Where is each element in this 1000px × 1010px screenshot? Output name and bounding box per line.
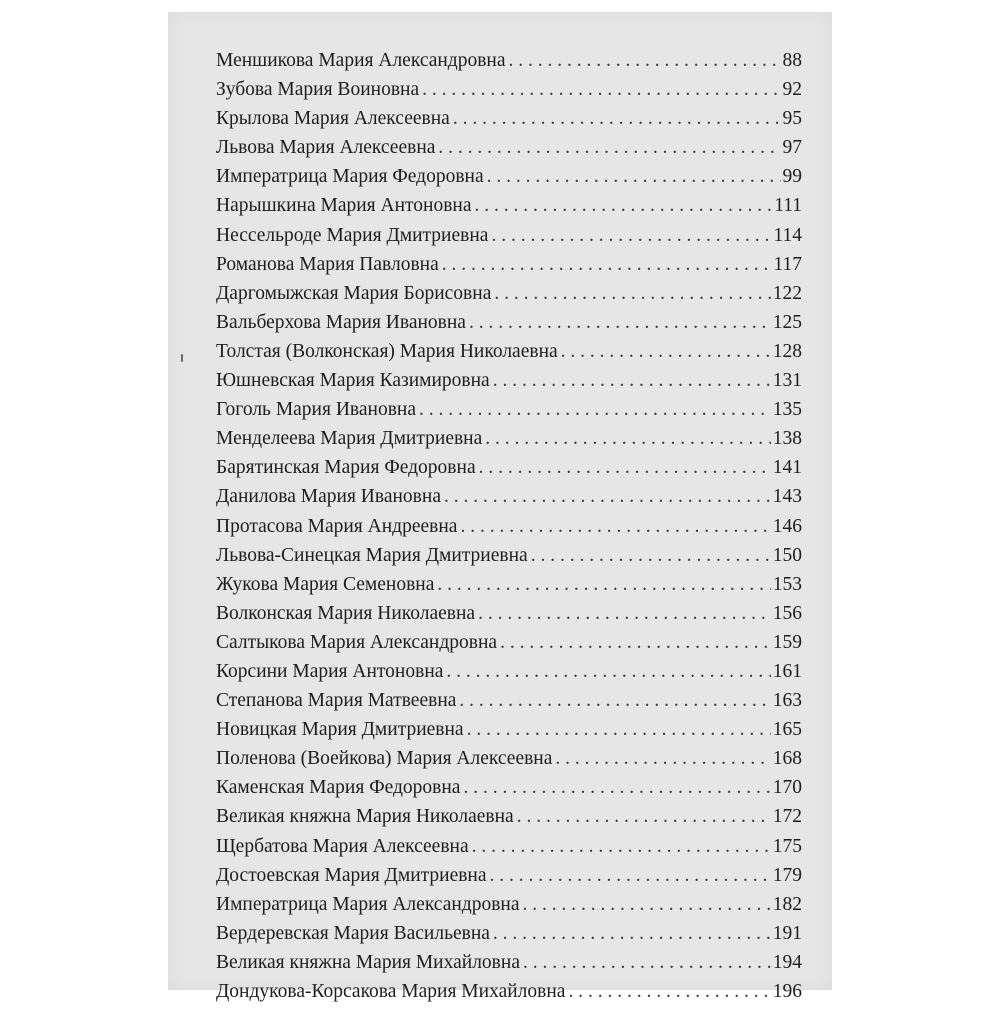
toc-entry-name: Салтыкова Мария Александровна [216, 631, 498, 653]
toc-entry [216, 836, 802, 865]
toc-entry-page-number: 141 [772, 457, 802, 479]
toc-entry-page-number: 146 [772, 515, 802, 537]
toc-entry [216, 399, 802, 428]
toc-entry [216, 923, 802, 952]
toc-entry [216, 457, 802, 486]
toc-entry-page-number: 128 [772, 340, 802, 362]
dot-leader [460, 516, 770, 538]
toc-entry-name: Зубова Мария Воиновна [216, 79, 420, 101]
dot-leader [523, 894, 771, 916]
toc-entry [216, 312, 802, 341]
toc-entry-page-number: 170 [772, 777, 802, 799]
dot-leader [467, 719, 771, 741]
toc-entry-page-number: 131 [772, 370, 802, 392]
toc-entry-page-number: 194 [772, 951, 802, 973]
dot-leader [561, 341, 771, 363]
toc-entry [216, 777, 802, 806]
toc-entry-page-number: 196 [772, 981, 802, 1002]
toc-entry [216, 79, 802, 108]
toc-entry [216, 283, 802, 312]
toc-entry-name: Вальберхова Мария Ивановна [216, 311, 466, 333]
toc-entry-page-number: 153 [772, 573, 802, 595]
dot-leader [555, 748, 770, 770]
toc-entry [216, 108, 802, 137]
toc-entry [216, 574, 802, 603]
book-page [168, 12, 832, 1002]
toc-entry-page-number: 95 [782, 108, 802, 130]
toc-entry-page-number: 150 [772, 544, 802, 566]
print-speck [181, 354, 183, 362]
dot-leader [444, 486, 771, 508]
dot-leader [463, 777, 770, 799]
toc-entry-name: Каменская Мария Федоровна [216, 777, 461, 799]
toc-entry-name: Нарышкина Мария Антоновна [216, 195, 472, 217]
toc-entry-name: Нессельроде Мария Дмитриевна [216, 224, 489, 246]
toc-entry-page-number: 117 [773, 253, 802, 275]
toc-entry [216, 428, 802, 457]
toc-entry-name: Поленова (Воейкова) Мария Алексеевна [216, 748, 553, 770]
dot-leader [500, 632, 771, 654]
toc-entry [216, 370, 802, 399]
toc-entry-page-number: 125 [772, 311, 802, 333]
toc-entry [216, 719, 802, 748]
toc-entry [216, 166, 802, 195]
toc-entry-page-number: 163 [772, 690, 802, 712]
dot-leader [523, 952, 771, 974]
toc-entry-name: Достоевская Мария Дмитриевна [216, 864, 487, 886]
toc-entry [216, 603, 802, 632]
dot-leader [493, 370, 771, 392]
toc-entry-page-number: 99 [782, 166, 802, 188]
toc-entry-name: Щербатова Мария Алексеевна [216, 835, 469, 857]
toc-entry [216, 661, 802, 690]
toc-entry-page-number: 97 [782, 137, 802, 159]
toc-entry-name: Львова-Синецкая Мария Дмитриевна [216, 544, 528, 566]
toc-entry-page-number: 122 [772, 282, 802, 304]
toc-entry-page-number: 191 [772, 922, 802, 944]
dot-leader [438, 137, 780, 159]
toc-entry-page-number: 138 [772, 428, 802, 450]
toc-entry-name: Данилова Мария Ивановна [216, 486, 441, 508]
dot-leader [485, 428, 770, 450]
toc-entry-name: Великая княжна Мария Михайловна [216, 951, 520, 973]
toc-entry-page-number: 159 [772, 631, 802, 653]
toc-entry-name: Львова Мария Алексеевна [216, 137, 436, 159]
toc-entry [216, 254, 802, 283]
dot-leader [517, 806, 771, 828]
toc-entry-name: Гоголь Мария Ивановна [216, 399, 417, 421]
toc-entry-page-number: 156 [772, 602, 802, 624]
dot-leader [487, 166, 781, 188]
dot-leader [475, 195, 773, 217]
toc-entry-name: Дондукова-Корсакова Мария Михайловна [216, 981, 566, 1002]
toc-entry [216, 981, 802, 1010]
toc-entry-name: Толстая (Волконская) Мария Николаевна [216, 340, 558, 362]
toc-entry-name: Императрица Мария Федоровна [216, 166, 484, 188]
toc-entry [216, 632, 802, 661]
toc-entry [216, 952, 802, 981]
toc-entry [216, 50, 802, 79]
toc-entry-name: Вердеревская Мария Васильевна [216, 922, 490, 944]
toc-entry-page-number: 135 [772, 399, 802, 421]
toc-entry-page-number: 111 [774, 195, 802, 217]
toc-entry-name: Менделеева Мария Дмитриевна [216, 428, 483, 450]
toc-entry-name: Романова Мария Павловна [216, 253, 439, 275]
toc-entry-name: Великая княжна Мария Николаевна [216, 806, 514, 828]
toc-entry-page-number: 161 [772, 660, 802, 682]
dot-leader [479, 457, 771, 479]
toc-entry-page-number: 114 [773, 224, 802, 246]
toc-entry-name: Новицкая Мария Дмитриевна [216, 719, 464, 741]
toc-entry-name: Жукова Мария Семеновна [216, 573, 435, 595]
dot-leader [442, 254, 772, 276]
toc-entry-name: Барятинская Мария Федоровна [216, 457, 476, 479]
toc-entry-page-number: 92 [782, 79, 802, 101]
dot-leader [478, 603, 771, 625]
dot-leader [469, 312, 771, 334]
dot-leader [490, 865, 771, 887]
dot-leader [459, 690, 770, 712]
toc-entry-name: Степанова Мария Матвеевна [216, 690, 457, 712]
toc-entry-name: Протасова Мария Андреевна [216, 515, 458, 537]
dot-leader [509, 50, 781, 72]
dot-leader [491, 225, 771, 247]
dot-leader [419, 399, 771, 421]
toc-entry [216, 516, 802, 545]
toc-entry-name: Корсини Мария Антоновна [216, 660, 444, 682]
dot-leader [446, 661, 770, 683]
toc-entry [216, 545, 802, 574]
toc-entry-name: Крылова Мария Алексеевна [216, 108, 450, 130]
toc-entry-name: Даргомыжская Мария Борисовна [216, 282, 492, 304]
toc-entry [216, 690, 802, 719]
toc-entry-page-number: 88 [782, 50, 802, 71]
toc-entry-page-number: 165 [772, 719, 802, 741]
dot-leader [531, 545, 771, 567]
toc-entry-name: Императрица Мария Александровна [216, 893, 520, 915]
toc-entry-page-number: 143 [772, 486, 802, 508]
toc-entry [216, 137, 802, 166]
toc-entry [216, 865, 802, 894]
toc-entry [216, 341, 802, 370]
toc-entry [216, 894, 802, 923]
table-of-contents [216, 50, 802, 1010]
toc-entry-page-number: 179 [772, 864, 802, 886]
toc-entry-page-number: 175 [772, 835, 802, 857]
dot-leader [493, 923, 771, 945]
toc-entry [216, 748, 802, 777]
dot-leader [422, 79, 780, 101]
toc-entry-name: Волконская Мария Николаевна [216, 602, 476, 624]
dot-leader [472, 836, 771, 858]
toc-entry-name: Меншикова Мария Александровна [216, 50, 506, 71]
toc-entry-page-number: 172 [772, 806, 802, 828]
dot-leader [494, 283, 770, 305]
toc-entry-name: Юшневская Мария Казимировна [216, 370, 490, 392]
toc-entry [216, 225, 802, 254]
toc-entry [216, 806, 802, 835]
dot-leader [453, 108, 781, 130]
toc-entry-page-number: 168 [772, 748, 802, 770]
toc-entry [216, 195, 802, 224]
dot-leader [437, 574, 770, 596]
toc-entry-page-number: 182 [772, 893, 802, 915]
toc-entry [216, 486, 802, 515]
